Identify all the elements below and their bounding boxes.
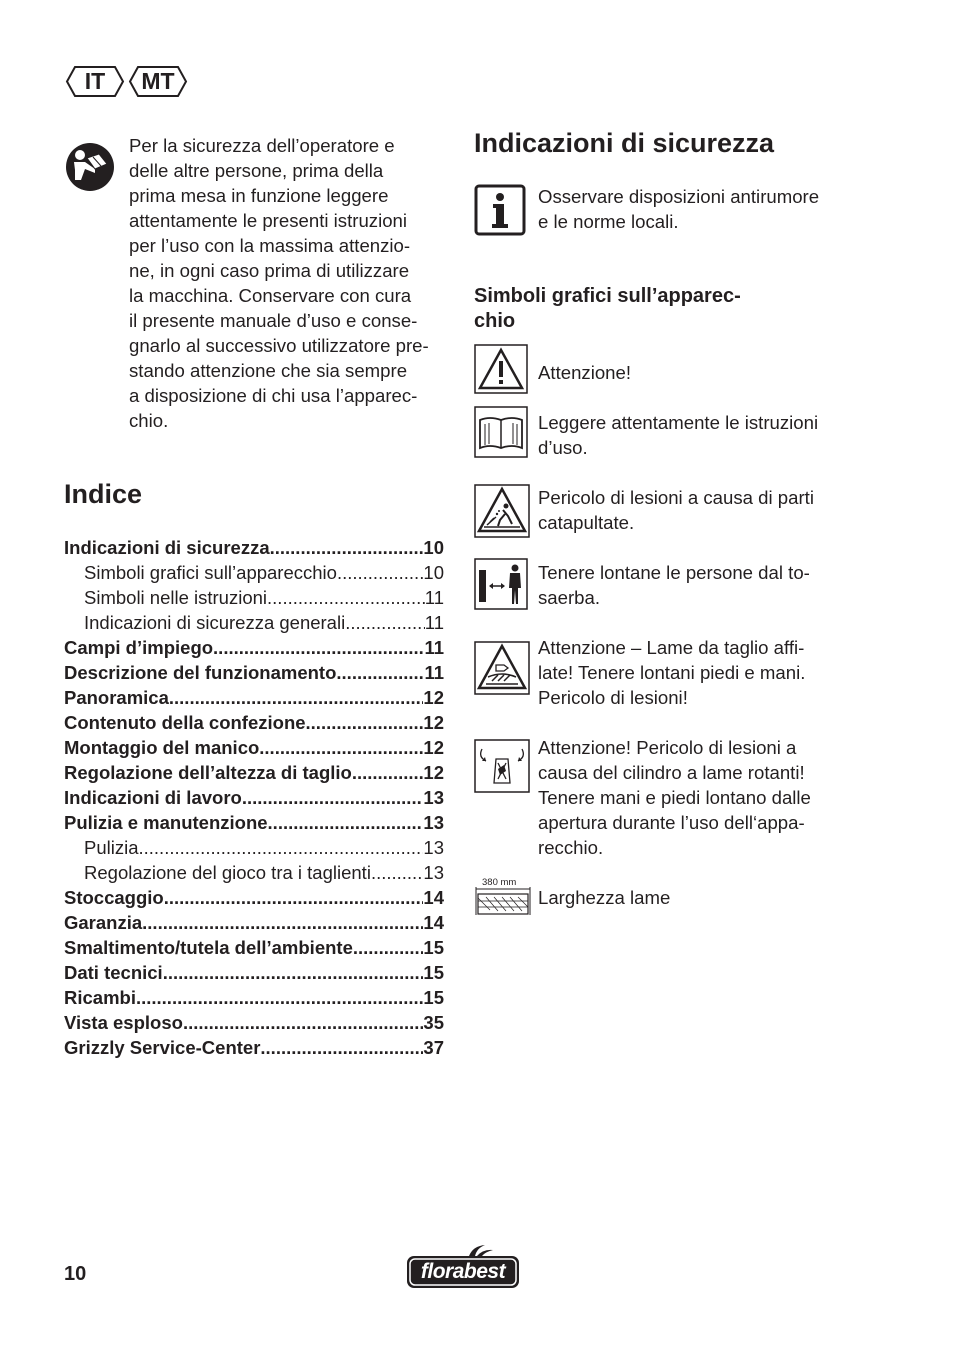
symbol-text-read-manual xyxy=(538,410,868,460)
toc-entry-title: Regolazione dell’altezza di taglio xyxy=(64,762,352,783)
index-heading: Indice xyxy=(64,479,143,509)
toc-leader-dots xyxy=(268,810,424,835)
toc-entry-page: 10 xyxy=(423,537,444,558)
toc-entry-title: Contenuto della confezione xyxy=(64,712,306,733)
toc-entry-page: 10 xyxy=(423,562,444,583)
toc-leader-dots xyxy=(213,635,424,660)
symbol-line: Pericolo di lesioni! xyxy=(538,687,688,708)
warning-triangle-icon xyxy=(474,344,528,394)
toc-entry-title: Ricambi xyxy=(64,987,136,1008)
symbols-heading-line: chio xyxy=(474,310,516,332)
toc-leader-dots xyxy=(136,985,423,1010)
brand-name: florabest xyxy=(420,1260,506,1283)
toc-entry-title: Smaltimento/tutela dell’ambiente xyxy=(64,937,353,958)
toc-entry-page: 13 xyxy=(423,787,444,808)
toc-leader-dots xyxy=(337,560,423,585)
toc-entry-title: Panoramica xyxy=(64,687,169,708)
symbols-heading xyxy=(474,284,741,334)
intro-line: prima mesa in funzione leggere xyxy=(129,185,389,206)
toc-entry-title: Dati tecnici xyxy=(64,962,163,983)
toc-entry-title: Campi d’impiego xyxy=(64,637,214,658)
toc-leader-dots xyxy=(183,1010,423,1035)
symbol-line: saerba. xyxy=(538,587,601,608)
symbol-line: apertura durante l’uso dell‘appa- xyxy=(538,812,805,833)
toc-entry xyxy=(64,1010,444,1035)
toc-entry-title: Descrizione del funzionamento xyxy=(64,662,337,683)
symbol-text-flying-debris xyxy=(538,485,868,535)
symbol-line: Pericolo di lesioni a causa di parti xyxy=(538,487,814,508)
toc-entry-title: Stoccaggio xyxy=(64,887,164,908)
symbol-line: Attenzione – Lame da taglio affi- xyxy=(538,637,805,658)
info-icon xyxy=(474,184,526,236)
toc-entry xyxy=(64,785,444,810)
rotating-blade-cylinder-icon xyxy=(474,739,530,793)
toc-entry-page: 35 xyxy=(423,1012,444,1033)
toc-entry-title: Pulizia e manutenzione xyxy=(64,812,268,833)
intro-line: il presente manuale d’uso e conse- xyxy=(129,310,418,331)
flying-debris-warning-icon xyxy=(474,484,530,538)
toc-entry xyxy=(64,585,444,610)
toc-entry-title: Pulizia xyxy=(84,837,139,858)
language-code-mt: MT xyxy=(141,68,175,94)
toc-entry xyxy=(64,635,444,660)
toc-entry-title: Montaggio del manico xyxy=(64,737,260,758)
toc-entry-page: 13 xyxy=(423,837,444,858)
info-line: e le norme locali. xyxy=(538,211,679,232)
toc-entry-title: Simboli grafici sull’apparecchio xyxy=(84,562,337,583)
toc-entry xyxy=(64,710,444,735)
toc-entry-page: 12 xyxy=(423,762,444,783)
toc-entry-page: 12 xyxy=(423,737,444,758)
toc-entry-title: Regolazione del gioco tra i taglienti xyxy=(84,862,371,883)
toc-leader-dots xyxy=(260,1035,423,1060)
symbols-heading-line: Simboli grafici sull’apparec- xyxy=(474,285,741,307)
intro-line: chio. xyxy=(129,410,169,431)
toc-entry xyxy=(64,885,444,910)
toc-leader-dots xyxy=(270,535,424,560)
language-badge-it xyxy=(65,66,125,97)
toc-entry xyxy=(64,935,444,960)
toc-leader-dots xyxy=(164,885,424,910)
intro-line: per l’uso con la massima attenzio- xyxy=(129,235,411,256)
intro-line: Per la sicurezza dell’operatore e xyxy=(129,135,395,156)
toc-entry-title: Garanzia xyxy=(64,912,143,933)
symbol-line: Attenzione! Pericolo di lesioni a xyxy=(538,737,797,758)
symbol-line: Leggere attentamente le istruzioni xyxy=(538,412,819,433)
symbol-text-warning xyxy=(538,360,868,385)
intro-line: gnarlo al successivo utilizzatore pre- xyxy=(129,335,429,356)
info-line: Osservare disposizioni antirumore xyxy=(538,186,820,207)
toc-entry xyxy=(64,835,444,860)
toc-leader-dots xyxy=(306,710,424,735)
toc-entry-page: 15 xyxy=(423,987,444,1008)
toc-entry-title: Vista esploso xyxy=(64,1012,183,1033)
symbol-text-rotating-cylinder xyxy=(538,735,868,860)
symbol-line: catapultate. xyxy=(538,512,635,533)
intro-paragraph xyxy=(129,133,449,433)
toc-leader-dots xyxy=(163,960,424,985)
intro-line: la macchina. Conservare con cura xyxy=(129,285,412,306)
intro-line: a disposizione di chi usa l’apparec- xyxy=(129,385,418,406)
toc-leader-dots xyxy=(353,935,424,960)
read-manual-book-icon xyxy=(474,406,528,458)
toc-entry-page: 11 xyxy=(424,662,444,683)
symbol-text-cutting-width xyxy=(538,885,868,910)
toc-entry-page: 12 xyxy=(423,687,444,708)
toc-leader-dots xyxy=(142,910,423,935)
toc-entry xyxy=(64,760,444,785)
symbol-text-keep-away xyxy=(538,560,868,610)
toc-leader-dots xyxy=(242,785,424,810)
symbol-line: late! Tenere lontani piedi e mani. xyxy=(538,662,806,683)
toc-entry xyxy=(64,560,444,585)
toc-entry xyxy=(64,960,444,985)
toc-entry xyxy=(64,860,444,885)
toc-entry-page: 15 xyxy=(423,937,444,958)
toc-entry-page: 14 xyxy=(423,912,444,933)
toc-leader-dots xyxy=(345,610,425,635)
symbol-text-sharp-blades xyxy=(538,635,868,710)
keep-bystanders-away-icon xyxy=(474,558,528,610)
cutting-width-icon xyxy=(474,877,532,917)
toc-entry-page: 12 xyxy=(423,712,444,733)
toc-entry-page: 11 xyxy=(424,587,444,608)
toc-leader-dots xyxy=(371,860,423,885)
toc-entry xyxy=(64,910,444,935)
toc-leader-dots xyxy=(336,660,424,685)
symbol-line: Tenere lontane le persone dal to- xyxy=(538,562,810,583)
toc-entry xyxy=(64,985,444,1010)
symbol-line: causa del cilindro a lame rotanti! xyxy=(538,762,805,783)
intro-line: stando attenzione che sia sempre xyxy=(129,360,408,381)
intro-line: delle altre persone, prima della xyxy=(129,160,384,181)
toc-entry-title: Indicazioni di lavoro xyxy=(64,787,242,808)
toc-leader-dots xyxy=(169,685,424,710)
toc-leader-dots xyxy=(352,760,424,785)
cutting-width-label: 380 mm xyxy=(482,877,517,888)
toc-entry-title: Simboli nelle istruzioni xyxy=(84,587,268,608)
sharp-blades-warning-icon xyxy=(474,641,530,695)
symbol-line: Larghezza lame xyxy=(538,887,671,908)
page-number: 10 xyxy=(64,1263,87,1285)
toc-leader-dots xyxy=(139,835,424,860)
toc-entry-title: Grizzly Service-Center xyxy=(64,1037,261,1058)
toc-leader-dots xyxy=(259,735,423,760)
symbol-line: d’uso. xyxy=(538,437,588,458)
language-badge-mt xyxy=(128,66,188,97)
table-of-contents xyxy=(64,535,444,1060)
toc-entry xyxy=(64,660,444,685)
toc-entry xyxy=(64,610,444,635)
symbol-line: Tenere mani e piedi lontano dalle xyxy=(538,787,811,808)
read-manual-icon xyxy=(65,142,115,192)
info-text xyxy=(538,184,868,234)
intro-line: ne, in ogni caso prima di utilizzare xyxy=(129,260,410,281)
toc-entry xyxy=(64,1035,444,1060)
toc-entry-page: 11 xyxy=(424,612,444,633)
toc-entry-page: 11 xyxy=(424,637,444,658)
safety-heading: Indicazioni di sicurezza xyxy=(474,128,775,158)
toc-entry-page: 15 xyxy=(423,962,444,983)
symbol-line: recchio. xyxy=(538,837,604,858)
toc-entry xyxy=(64,735,444,760)
toc-entry xyxy=(64,810,444,835)
symbol-line: Attenzione! xyxy=(538,362,632,383)
florabest-logo xyxy=(405,1244,521,1290)
toc-leader-dots xyxy=(267,585,425,610)
intro-line: attentamente le presenti istruzioni xyxy=(129,210,408,231)
toc-entry xyxy=(64,685,444,710)
toc-entry xyxy=(64,535,444,560)
language-code-it: IT xyxy=(84,68,106,94)
toc-entry-page: 14 xyxy=(423,887,444,908)
toc-entry-page: 13 xyxy=(423,862,444,883)
toc-entry-title: Indicazioni di sicurezza generali xyxy=(84,612,346,633)
toc-entry-page: 13 xyxy=(423,812,444,833)
toc-entry-page: 37 xyxy=(423,1037,444,1058)
toc-entry-title: Indicazioni di sicurezza xyxy=(64,537,270,558)
